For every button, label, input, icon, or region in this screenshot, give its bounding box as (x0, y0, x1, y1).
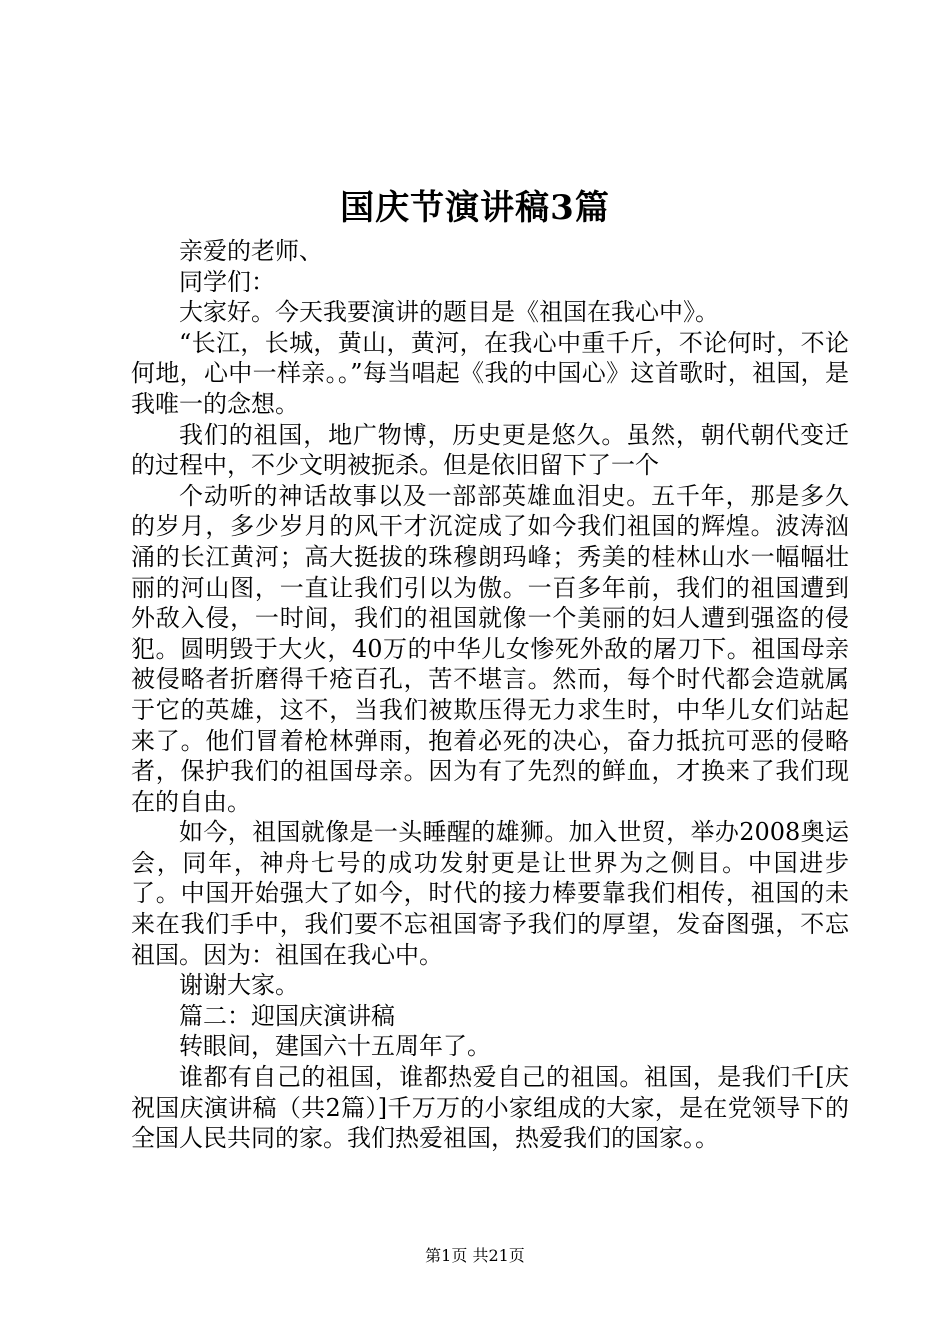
section-heading-part-two: 篇二：迎国庆演讲稿 (179, 1001, 395, 1030)
document-body (131, 236, 849, 1154)
paragraph-song-quote: “长江，长城，黄山，黄河，在我心中重千斤，不论何时，不论何地，心中一样亲。。”每当唱起《我的中国心》这首歌时，祖国，是我唯一的念想。 (131, 328, 849, 418)
paragraph-salutation-1: 亲爱的老师、 (179, 237, 323, 265)
paragraph-heroes: 个动听的神话故事以及一部部英雄血泪史。五千年，那是多久的岁月，多少岁月的风干才沉淀成了如今我们祖国的辉煌。波涛汹涌的长江黄河；高大挺拔的珠穆朗玛峰；秀美的桂林山水一幅幅壮丽的河山图，一直让我们引以为傲。一百多年前，我们的祖国遭到外敌入侵，一时间，我们的祖国就像一个美丽的妇人遭到强盗的侵犯。圆明毁于大火，40万的中华儿女惨死外敌的屠刀下。祖国母亲被侵略者折磨得千疮百孔，苦不堪言。然而，每个时代都会造就属于它的英雄，这不，当我们被欺压得无力求生时，中华儿女们站起来了。他们冒着枪林弹雨，抱着必死的决心，奋力抵抗可恶的侵略者，保护我们的祖国母亲。因为有了先烈的鲜血，才换来了我们现在的自由。 (131, 481, 849, 816)
paragraph-anniversary: 转眼间，建国六十五周年了。 (179, 1032, 491, 1061)
document-title: 国庆节演讲稿3篇 (340, 188, 610, 228)
paragraph-salutation-2: 同学们： (179, 267, 275, 296)
paragraph-history: 我们的祖国，地广物博，历史更是悠久。虽然，朝代朝代变迁的过程中，不少文明被扼杀。但是依旧留下了一个 (131, 420, 849, 480)
paragraph-thanks: 谢谢大家。 (179, 971, 299, 1000)
paragraph-today: 如今，祖国就像是一头睡醒的雄狮。加入世贸，举办2008奥运会，同年，神舟七号的成功发射更是让世界为之侧目。中国进步了。中国开始强大了如今，时代的接力棒要靠我们相传，祖国的未来在我们手中，我们要不忘祖国寄予我们的厚望，发奋图强，不忘祖国。因为：祖国在我心中。 (131, 818, 849, 969)
paragraph-greeting: 大家好。今天我要演讲的题目是《祖国在我心中》。 (179, 298, 719, 327)
page-footer: 第1页 共21页 (425, 1246, 525, 1265)
paragraph-love-country: 谁都有自己的祖国，谁都热爱自己的祖国。祖国，是我们千[庆祝国庆演讲稿（共2篇）]千万万的小家组成的大家，是在党领导下的全国人民共同的家。我们热爱祖国，热爱我们的国家。。 (131, 1063, 849, 1153)
